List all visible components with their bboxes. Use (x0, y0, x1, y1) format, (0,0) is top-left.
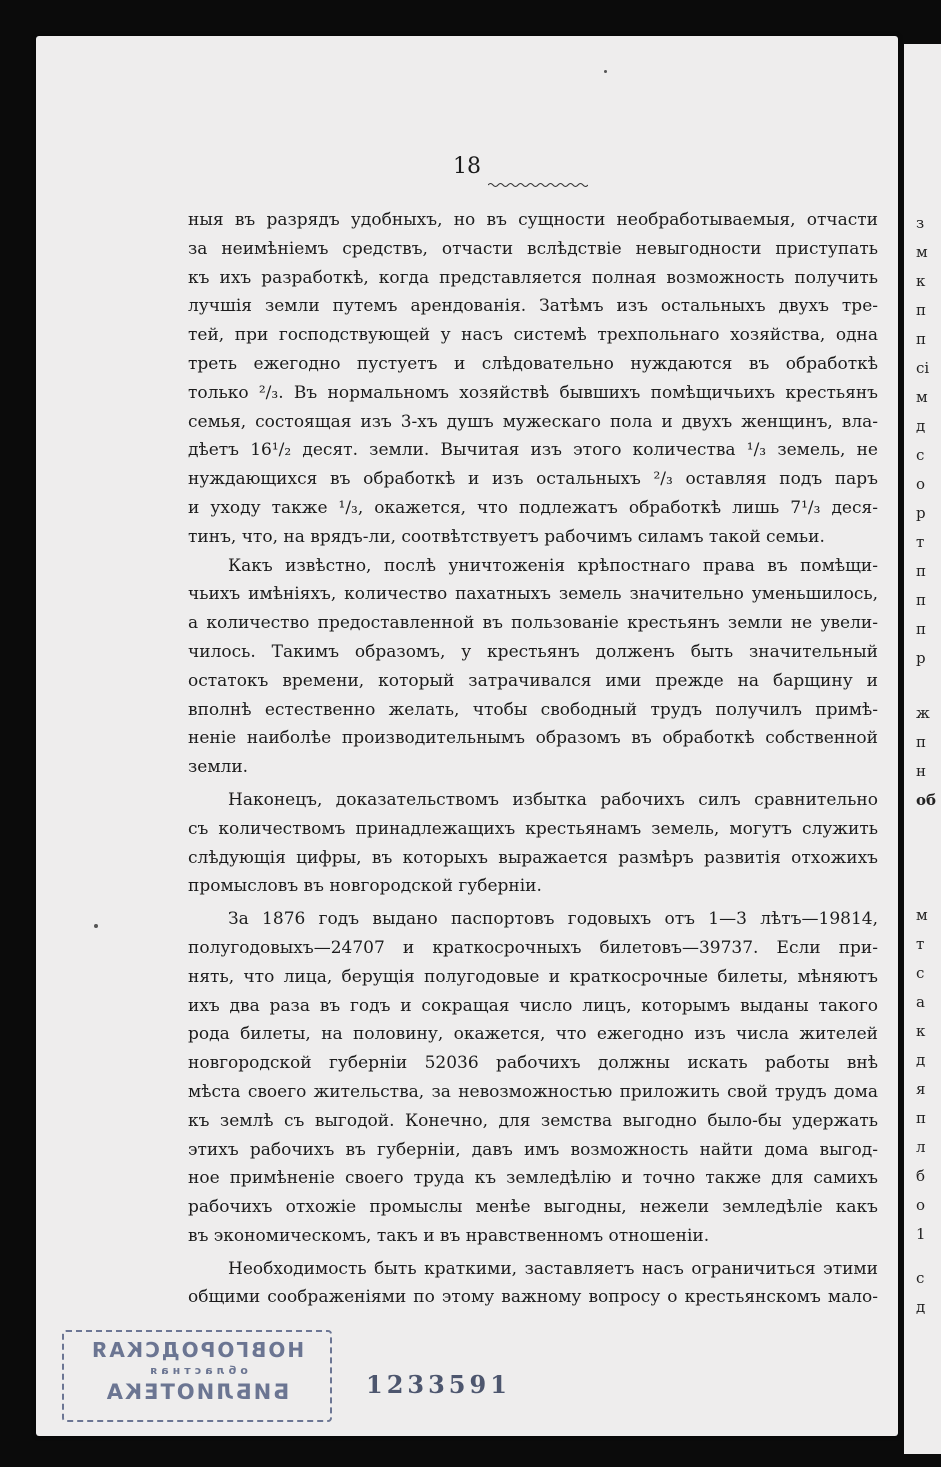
adjacent-page-fragment: я (916, 1080, 926, 1098)
text-line: ныя въ разрядъ удобныхъ, но въ сущности необработываемыя, отчасти (188, 210, 878, 230)
adjacent-page-fragment: с (916, 964, 925, 982)
adjacent-page-fragment: ж (916, 704, 930, 722)
adjacent-page-fragment: л (916, 1138, 926, 1156)
text-line: нять, что лица, берущія полугодовые и краткосрочные билеты, мѣняютъ (188, 966, 878, 987)
text-line: а количество предоставленной въ пользованіе крестьянъ земли не увели- (188, 613, 878, 634)
inventory-number: 1233591 (366, 1370, 511, 1399)
text-line: этихъ рабочихъ въ губерніи, давъ имъ возможность найти дома выгод- (188, 1139, 878, 1160)
text-line: полугодовыхъ—24707 и краткосрочныхъ билетовъ—39737. Если при- (188, 937, 878, 958)
adjacent-page-fragment: о (916, 475, 926, 493)
adjacent-page-fragment: п (916, 620, 926, 638)
stamp-line-3: БИБЛИОТЕКА (104, 1380, 290, 1404)
adjacent-page-fragment: а (916, 993, 925, 1011)
decorative-rule (488, 181, 588, 189)
text-line: новгородской губерніи 52036 рабочихъ должны искать работы внѣ (188, 1053, 878, 1074)
text-line: треть ежегодно пустуетъ и слѣдовательно нуждаются въ обработкѣ (188, 353, 878, 374)
adjacent-page-fragment: з (916, 214, 925, 232)
adjacent-page-fragment: т (916, 533, 925, 551)
text-line: чьихъ имѣніяхъ, количество пахатныхъ земель значительно уменьшилось, (188, 584, 878, 605)
adjacent-page-fragment: р (916, 649, 926, 667)
adjacent-page-fragment: н (916, 762, 926, 780)
page-sheet (36, 36, 898, 1436)
adjacent-page-fragment: п (916, 330, 926, 348)
adjacent-page-fragment: 1 (916, 1225, 926, 1243)
text-line: За 1876 годъ выдано паспортовъ годовыхъ отъ 1—3 лѣтъ—19814, (228, 909, 878, 930)
text-line: промысловъ въ новгородской губерніи. (188, 876, 542, 897)
adjacent-page-fragment: п (916, 591, 926, 609)
adjacent-page-fragment: м (916, 388, 928, 406)
text-line: дѣетъ 16¹/₂ десят. земли. Вычитая изъ этого количества ¹/₃ земель, не (188, 440, 878, 461)
adjacent-page-fragment: р (916, 504, 926, 522)
text-line: вполнѣ естественно желать, чтобы свободный трудъ получилъ примѣ- (188, 699, 878, 720)
library-stamp (62, 1330, 332, 1422)
text-line: Необходимость быть краткими, заставляетъ насъ ограничиться этими (228, 1258, 878, 1279)
adjacent-page-fragment: к (916, 272, 926, 290)
text-line: Наконецъ, доказательствомъ избытка рабочихъ силъ сравнительно (228, 789, 878, 810)
text-line: нуждающихся въ обработкѣ и изъ остальныхъ ²/₃ оставляя подъ паръ (188, 469, 878, 490)
text-line: общими соображеніями по этому важному вопросу о крестьянскомъ мало- (188, 1287, 878, 1308)
adjacent-page-fragment: п (916, 733, 926, 751)
adjacent-page-edge (904, 44, 941, 1454)
stamp-line-2: областная (146, 1364, 248, 1377)
text-line: съ количествомъ принадлежащихъ крестьянамъ земель, могутъ служить (188, 818, 878, 839)
text-line: къ ихъ разработкѣ, когда представляется полная возможность получить (188, 267, 878, 288)
text-line: Какъ извѣстно, послѣ уничтоженія крѣпостнаго права въ помѣщи- (228, 555, 878, 576)
adjacent-page-fragment: т (916, 935, 925, 953)
adjacent-page-fragment: п (916, 562, 926, 580)
text-line: за неимѣніемъ средствъ, отчасти вслѣдствіе невыгодности приступать (188, 238, 878, 259)
text-line: слѣдующія цифры, въ которыхъ выражается размѣръ развитія отхожихъ (188, 847, 878, 868)
adjacent-page-fragment: б (916, 1167, 926, 1185)
text-line: рода билеты, на половину, окажется, что ежегодно изъ числа жителей (188, 1024, 878, 1045)
text-line: лучшія земли путемъ арендованія. Затѣмъ изъ остальныхъ двухъ тре- (188, 296, 878, 317)
adjacent-page-fragment: с (916, 446, 925, 464)
adjacent-page-fragment: п (916, 1109, 926, 1127)
text-line: ихъ два раза въ годъ и сокращая число лицъ, которымъ выданы такого (188, 995, 878, 1016)
adjacent-page-fragment: об (916, 791, 937, 809)
adjacent-page-fragment: д (916, 417, 926, 435)
adjacent-page-fragment: м (916, 243, 928, 261)
adjacent-page-fragment: д (916, 1051, 926, 1069)
adjacent-page-fragment: к (916, 1022, 926, 1040)
adjacent-page-fragment: сі (916, 359, 930, 377)
adjacent-page-fragment: м (916, 906, 928, 924)
text-line: остатокъ времени, который затрачивался ими прежде на барщину и (188, 670, 878, 691)
paper-speck (604, 70, 607, 73)
text-line: къ землѣ съ выгодой. Конечно, для земства выгодно было-бы удержать (188, 1110, 878, 1131)
text-line: чилось. Такимъ образомъ, у крестьянъ долженъ быть значительный (188, 641, 878, 662)
text-line: только ²/₃. Въ нормальномъ хозяйствѣ бывшихъ помѣщичьихъ крестьянъ (188, 382, 878, 403)
text-line: неніе наиболѣе производительнымъ образомъ въ обработкѣ собственной (188, 728, 878, 749)
text-line: рабочихъ отхожіе промыслы менѣе выгодны, нежели земледѣліе какъ (188, 1197, 878, 1218)
text-line: мѣста своего жительства, за невозможностью приложить свой трудъ дома (188, 1081, 878, 1102)
paper-speck (94, 924, 98, 928)
adjacent-page-fragment: п (916, 301, 926, 319)
body-text (188, 206, 878, 1312)
text-line: земли. (188, 757, 249, 778)
stamp-line-1: НОВГОРОДСКАЯ (89, 1338, 305, 1362)
text-line: тей, при господствующей у насъ системѣ трехпольнаго хозяйства, одна (188, 325, 878, 346)
page-number: 18 (453, 154, 481, 179)
adjacent-page-fragment: д (916, 1298, 926, 1316)
text-line: семья, состоящая изъ 3-хъ душъ мужескаго пола и двухъ женщинъ, вла- (188, 411, 878, 432)
text-line: и уходу также ¹/₃, окажется, что подлежатъ обработкѣ лишь 7¹/₃ деся- (188, 497, 878, 518)
text-line: тинъ, что, на врядъ-ли, соотвѣтствуетъ рабочимъ силамъ такой семьи. (188, 526, 825, 547)
text-line: ное примѣненіе своего труда къ земледѣлію и точно также для самихъ (188, 1168, 878, 1189)
adjacent-page-fragment: с (916, 1269, 925, 1287)
adjacent-page-fragment: о (916, 1196, 926, 1214)
text-line: въ экономическомъ, такъ и въ нравственномъ отношеніи. (188, 1225, 710, 1246)
